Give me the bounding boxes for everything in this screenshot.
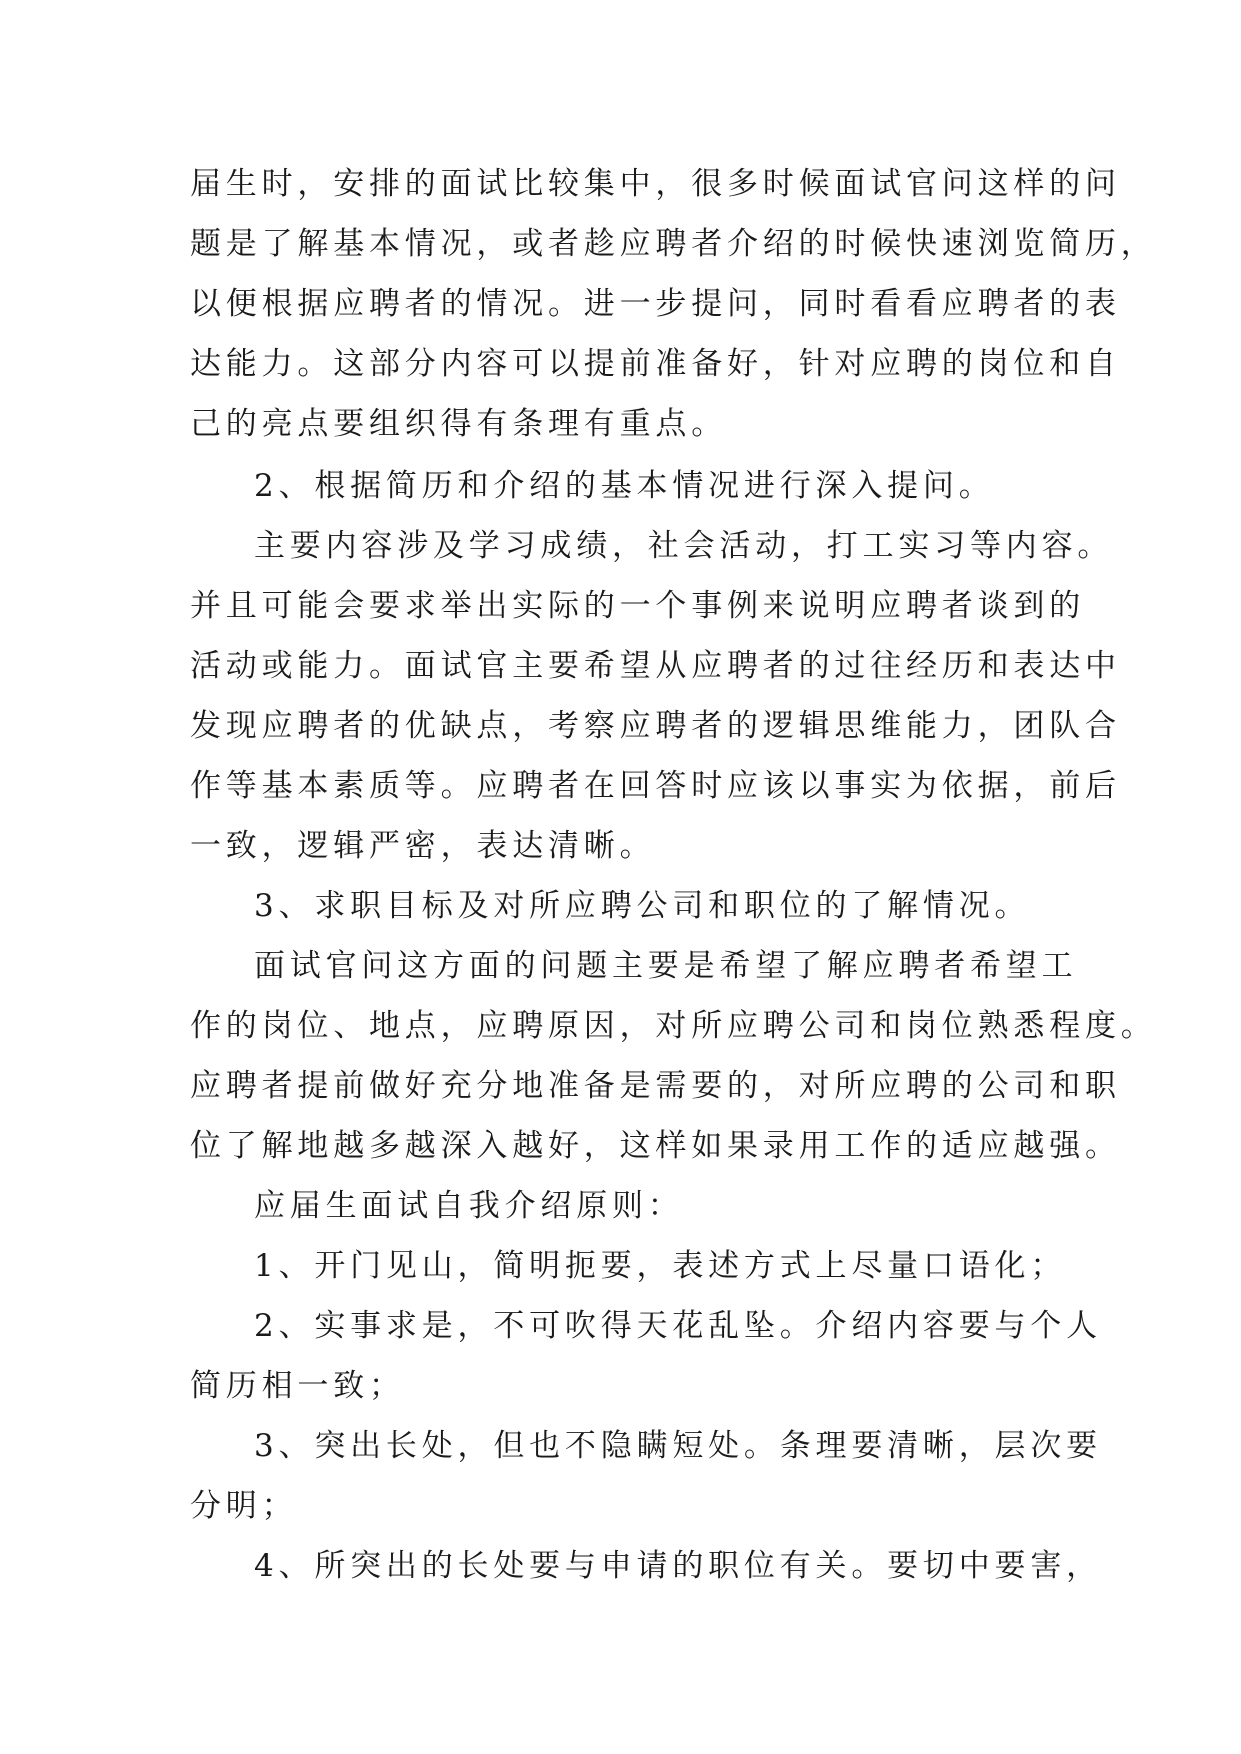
text-line: 简历相一致； <box>190 1368 405 1404</box>
text-line: 位了解地越多越深入越好，这样如果录用工作的适应越强。 <box>190 1128 1121 1164</box>
list-item: 3、突出长处，但也不隐瞒短处。条理要清晰，层次要 <box>254 1428 1102 1464</box>
list-item-heading: 2、根据简历和介绍的基本情况进行深入提问。 <box>254 468 995 504</box>
text-line: 作等基本素质等。应聘者在回答时应该以事实为依据，前后 <box>190 768 1121 804</box>
list-item: 4、所突出的长处要与申请的职位有关。要切中要害， <box>254 1548 1102 1584</box>
list-item: 2、实事求是，不可吹得天花乱坠。介绍内容要与个人 <box>254 1308 1102 1344</box>
text-line: 达能力。这部分内容可以提前准备好，针对应聘的岗位和自 <box>190 346 1121 382</box>
paragraph-start: 主要内容涉及学习成绩，社会活动，打工实习等内容。 <box>254 528 1114 564</box>
text-line: 作的岗位、地点，应聘原因，对所应聘公司和岗位熟悉程度。 <box>190 1008 1157 1044</box>
section-heading: 应届生面试自我介绍原则： <box>254 1188 684 1224</box>
text-line: 以便根据应聘者的情况。进一步提问，同时看看应聘者的表 <box>190 286 1121 322</box>
text-line: 一致，逻辑严密，表达清晰。 <box>190 828 656 864</box>
text-line: 发现应聘者的优缺点，考察应聘者的逻辑思维能力，团队合 <box>190 708 1121 744</box>
text-line: 题是了解基本情况，或者趁应聘者介绍的时候快速浏览简历， <box>190 226 1157 262</box>
text-line: 届生时，安排的面试比较集中，很多时候面试官问这样的问 <box>190 166 1121 202</box>
list-item: 1、开门见山，简明扼要，表述方式上尽量口语化； <box>254 1248 1067 1284</box>
text-line: 并且可能会要求举出实际的一个事例来说明应聘者谈到的 <box>190 588 1085 624</box>
text-line: 己的亮点要组织得有条理有重点。 <box>190 406 727 442</box>
text-line: 分明； <box>190 1488 298 1524</box>
paragraph-start: 面试官问这方面的问题主要是希望了解应聘者希望工 <box>254 948 1078 984</box>
text-line: 活动或能力。面试官主要希望从应聘者的过往经历和表达中 <box>190 648 1121 684</box>
text-line: 应聘者提前做好充分地准备是需要的，对所应聘的公司和职 <box>190 1068 1121 1104</box>
list-item-heading: 3、求职目标及对所应聘公司和职位的了解情况。 <box>254 888 1031 924</box>
